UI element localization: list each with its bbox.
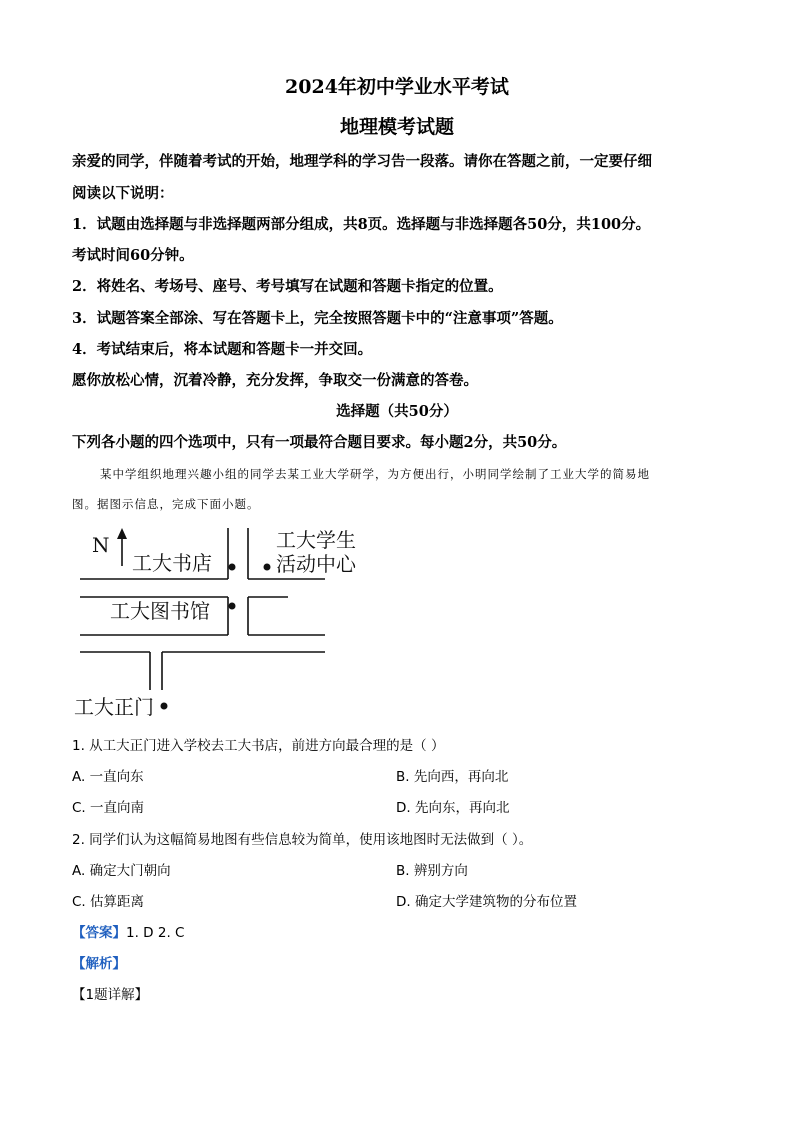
section-heading: 选择题（共50分）: [336, 403, 458, 420]
instruction-line: 考试时间60分钟。: [72, 247, 194, 264]
question-1-option-c: C. 一直向南: [72, 800, 145, 816]
question-2-option-a: A. 确定大门朝向: [72, 863, 171, 879]
north-label: N: [92, 533, 110, 557]
question-1-option-d: D. 先向东，再向北: [396, 800, 510, 816]
question-2-option-b: B. 辨别方向: [396, 863, 468, 879]
answer-text: 1. D 2. C: [126, 925, 185, 941]
gate-marker: [161, 703, 168, 710]
activity-center-label-2: 活动中心: [276, 552, 356, 576]
instruction-line: 2．将姓名、考场号、座号、考号填写在试题和答题卡指定的位置。: [72, 278, 503, 295]
exam-title: 2024年初中学业水平考试: [285, 76, 509, 98]
section-rule: 下列各小题的四个选项中，只有一项最符合题目要求。每小题2分，共50分。: [72, 434, 567, 451]
activity-center-marker: [264, 564, 271, 571]
detail-label: 【1题详解】: [72, 987, 149, 1003]
north-arrow-icon: [117, 528, 127, 539]
question-1-option-b: B. 先向西，再向北: [396, 769, 509, 785]
instruction-line: 3．试题答案全部涂、写在答题卡上，完全按照答题卡中的“注意事项”答题。: [72, 310, 563, 327]
question-intro: 图。据图示信息，完成下面小题。: [72, 497, 260, 511]
analysis-label: 【解析】: [72, 956, 126, 972]
bookstore-label: 工大书店: [132, 551, 212, 575]
instruction-line: 愿你放松心情，沉着冷静，充分发挥，争取交一份满意的答卷。: [72, 372, 478, 389]
activity-center-label-1: 工大学生: [276, 528, 356, 552]
analysis-row: [72, 952, 126, 972]
library-marker: [229, 603, 236, 610]
question-1-option-a: A. 一直向东: [72, 769, 144, 785]
bookstore-marker: [229, 564, 236, 571]
instruction-line: 4．考试结束后，将本试题和答题卡一并交回。: [72, 341, 373, 358]
exam-subtitle: 地理模考试题: [339, 116, 454, 138]
answer-label: 【答案】: [72, 925, 126, 941]
library-label: 工大图书馆: [110, 599, 210, 623]
question-2-stem: 2. 同学们认为这幅简易地图有些信息较为简单，使用该地图时无法做到（ ）。: [72, 832, 533, 848]
answer-row: [72, 921, 184, 941]
question-1-stem: 1. 从工大正门进入学校去工大书店，前进方向最合理的是（ ）: [72, 738, 445, 754]
instruction-line: 亲爱的同学，伴随着考试的开始，地理学科的学习告一段落。请你在答题之前，一定要仔细: [72, 153, 652, 170]
gate-label: 工大正门: [74, 695, 154, 719]
question-2-option-d: D. 确定大学建筑物的分布位置: [396, 894, 577, 910]
campus-map: [70, 522, 380, 722]
question-intro: 某中学组织地理兴趣小组的同学去某工业大学研学，为方便出行，小明同学绘制了工业大学的简易地: [100, 467, 650, 481]
instruction-line: 1．试题由选择题与非选择题两部分组成，共8页。选择题与非选择题各50分，共100分。: [72, 216, 651, 233]
question-2-option-c: C. 估算距离: [72, 894, 145, 910]
detail-row: [72, 983, 148, 1003]
instruction-line: 阅读以下说明：: [72, 185, 174, 202]
